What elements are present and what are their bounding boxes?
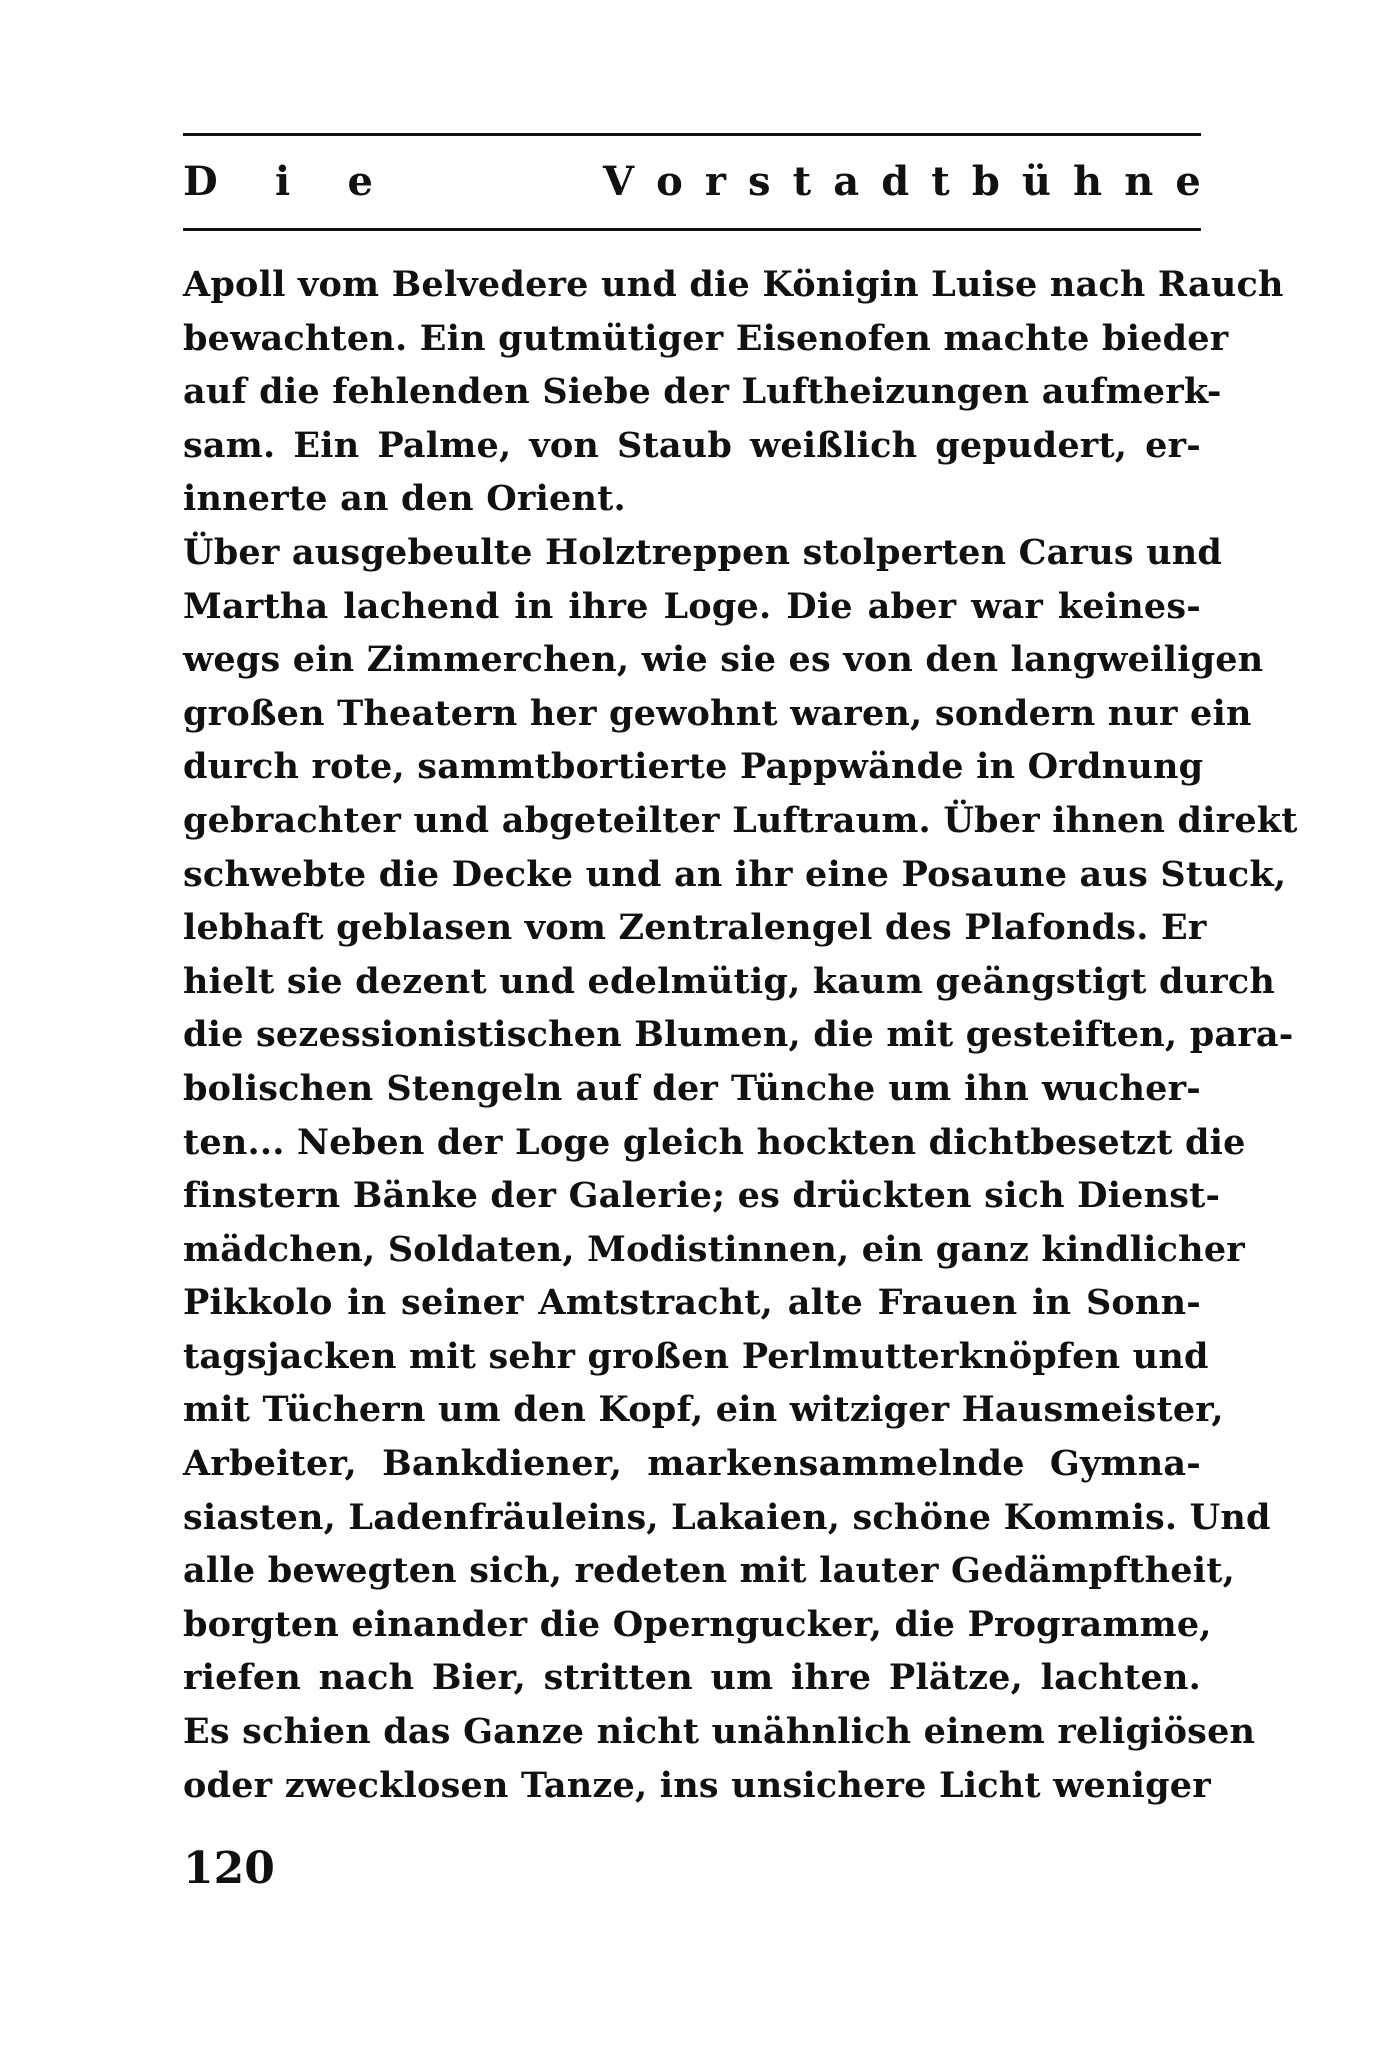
text-line: Martha lachend in ihre Loge. Die aber war keines- xyxy=(183,585,1201,627)
text-line: Es schien das Ganze nicht unähnlich einem religiösen xyxy=(183,1711,1256,1753)
text-line: durch rote, sammtbortierte Pappwände in Ordnung xyxy=(183,746,1204,788)
text-line: alle bewegten sich, redeten mit lauter Gedämpftheit, xyxy=(183,1550,1236,1592)
header-letter: V xyxy=(603,157,635,205)
header-letter: t xyxy=(792,157,812,205)
text-line: auf die fehlenden Siebe der Luftheizungen aufmerk- xyxy=(183,371,1222,413)
text-line: tagsjacken mit sehr großen Perlmutterknöpfen und xyxy=(183,1335,1209,1377)
text-line: Über ausgebeulte Holztreppen stolperten Carus und xyxy=(183,531,1223,573)
header-letter: e xyxy=(347,157,373,205)
running-header-word-2 xyxy=(603,158,1201,205)
header-letter: e xyxy=(1175,157,1201,205)
header-letter: i xyxy=(275,157,291,205)
text-line: lebhaft geblasen vom Zentralengel des Plafonds. Er xyxy=(183,907,1207,949)
running-header xyxy=(183,145,1201,217)
text-line: Arbeiter, Bankdiener, markensammelnde Gymna- xyxy=(183,1443,1201,1485)
header-letter: o xyxy=(656,157,683,205)
running-header-word-1 xyxy=(183,158,373,205)
header-letter: b xyxy=(971,157,1000,205)
text-line: wegs ein Zimmerchen, wie sie es von den langweiligen xyxy=(183,639,1264,681)
header-top-rule xyxy=(183,133,1201,136)
header-bottom-rule xyxy=(183,228,1201,231)
text-line: innerte an den Orient. xyxy=(183,478,626,520)
text-line: Apoll vom Belvedere und die Königin Luise nach Rauch xyxy=(183,264,1284,305)
text-line: gebrachter und abgeteilter Luftraum. Über ihnen direkt xyxy=(183,799,1298,841)
text-line: mädchen, Soldaten, Modistinnen, ein ganz kindlicher xyxy=(183,1228,1245,1270)
text-line: die sezessionistischen Blumen, die mit gesteiften, para- xyxy=(183,1014,1294,1056)
text-line: hielt sie dezent und edelmütig, kaum geängstigt durch xyxy=(183,960,1276,1002)
header-letter: ü xyxy=(1021,157,1051,205)
text-line: riefen nach Bier, stritten um ihre Plätze, lachten. xyxy=(183,1657,1201,1699)
header-letter: s xyxy=(748,157,771,205)
text-line: siasten, Ladenfräuleins, Lakaien, schöne Kommis. Und xyxy=(183,1496,1271,1538)
text-line: großen Theatern her gewohnt waren, sondern nur ein xyxy=(183,692,1252,734)
header-letter: t xyxy=(931,157,950,205)
page-number: 120 xyxy=(183,1843,275,1894)
text-line: finstern Bänke der Galerie; es drückten sich Dienst- xyxy=(183,1175,1221,1217)
header-letter: a xyxy=(833,157,860,205)
text-line: Pikkolo in seiner Amtstracht, alte Frauen in Sonn- xyxy=(183,1282,1201,1324)
header-letter: r xyxy=(704,157,726,205)
text-line: mit Tüchern um den Kopf, ein witziger Hausmeister, xyxy=(183,1389,1224,1431)
text-line: bewachten. Ein gutmütiger Eisenofen machte bieder xyxy=(183,317,1229,359)
body-text xyxy=(183,258,1298,1812)
text-line: borgten einander die Operngucker, die Programme, xyxy=(183,1603,1212,1645)
header-letter: d xyxy=(881,157,910,205)
header-letter: h xyxy=(1073,157,1103,205)
text-line: ten... Neben der Loge gleich hockten dichtbesetzt die xyxy=(183,1121,1246,1163)
text-line: sam. Ein Palme, von Staub weißlich gepudert, er- xyxy=(183,424,1201,466)
text-line: bolischen Stengeln auf der Tünche um ihn wucher- xyxy=(183,1067,1201,1109)
text-line: oder zwecklosen Tanze, ins unsichere Licht weniger xyxy=(183,1764,1211,1806)
text-line: schwebte die Decke und an ihr eine Posaune aus Stuck, xyxy=(183,853,1287,895)
header-letter: n xyxy=(1124,157,1154,205)
header-letter: D xyxy=(183,157,218,205)
